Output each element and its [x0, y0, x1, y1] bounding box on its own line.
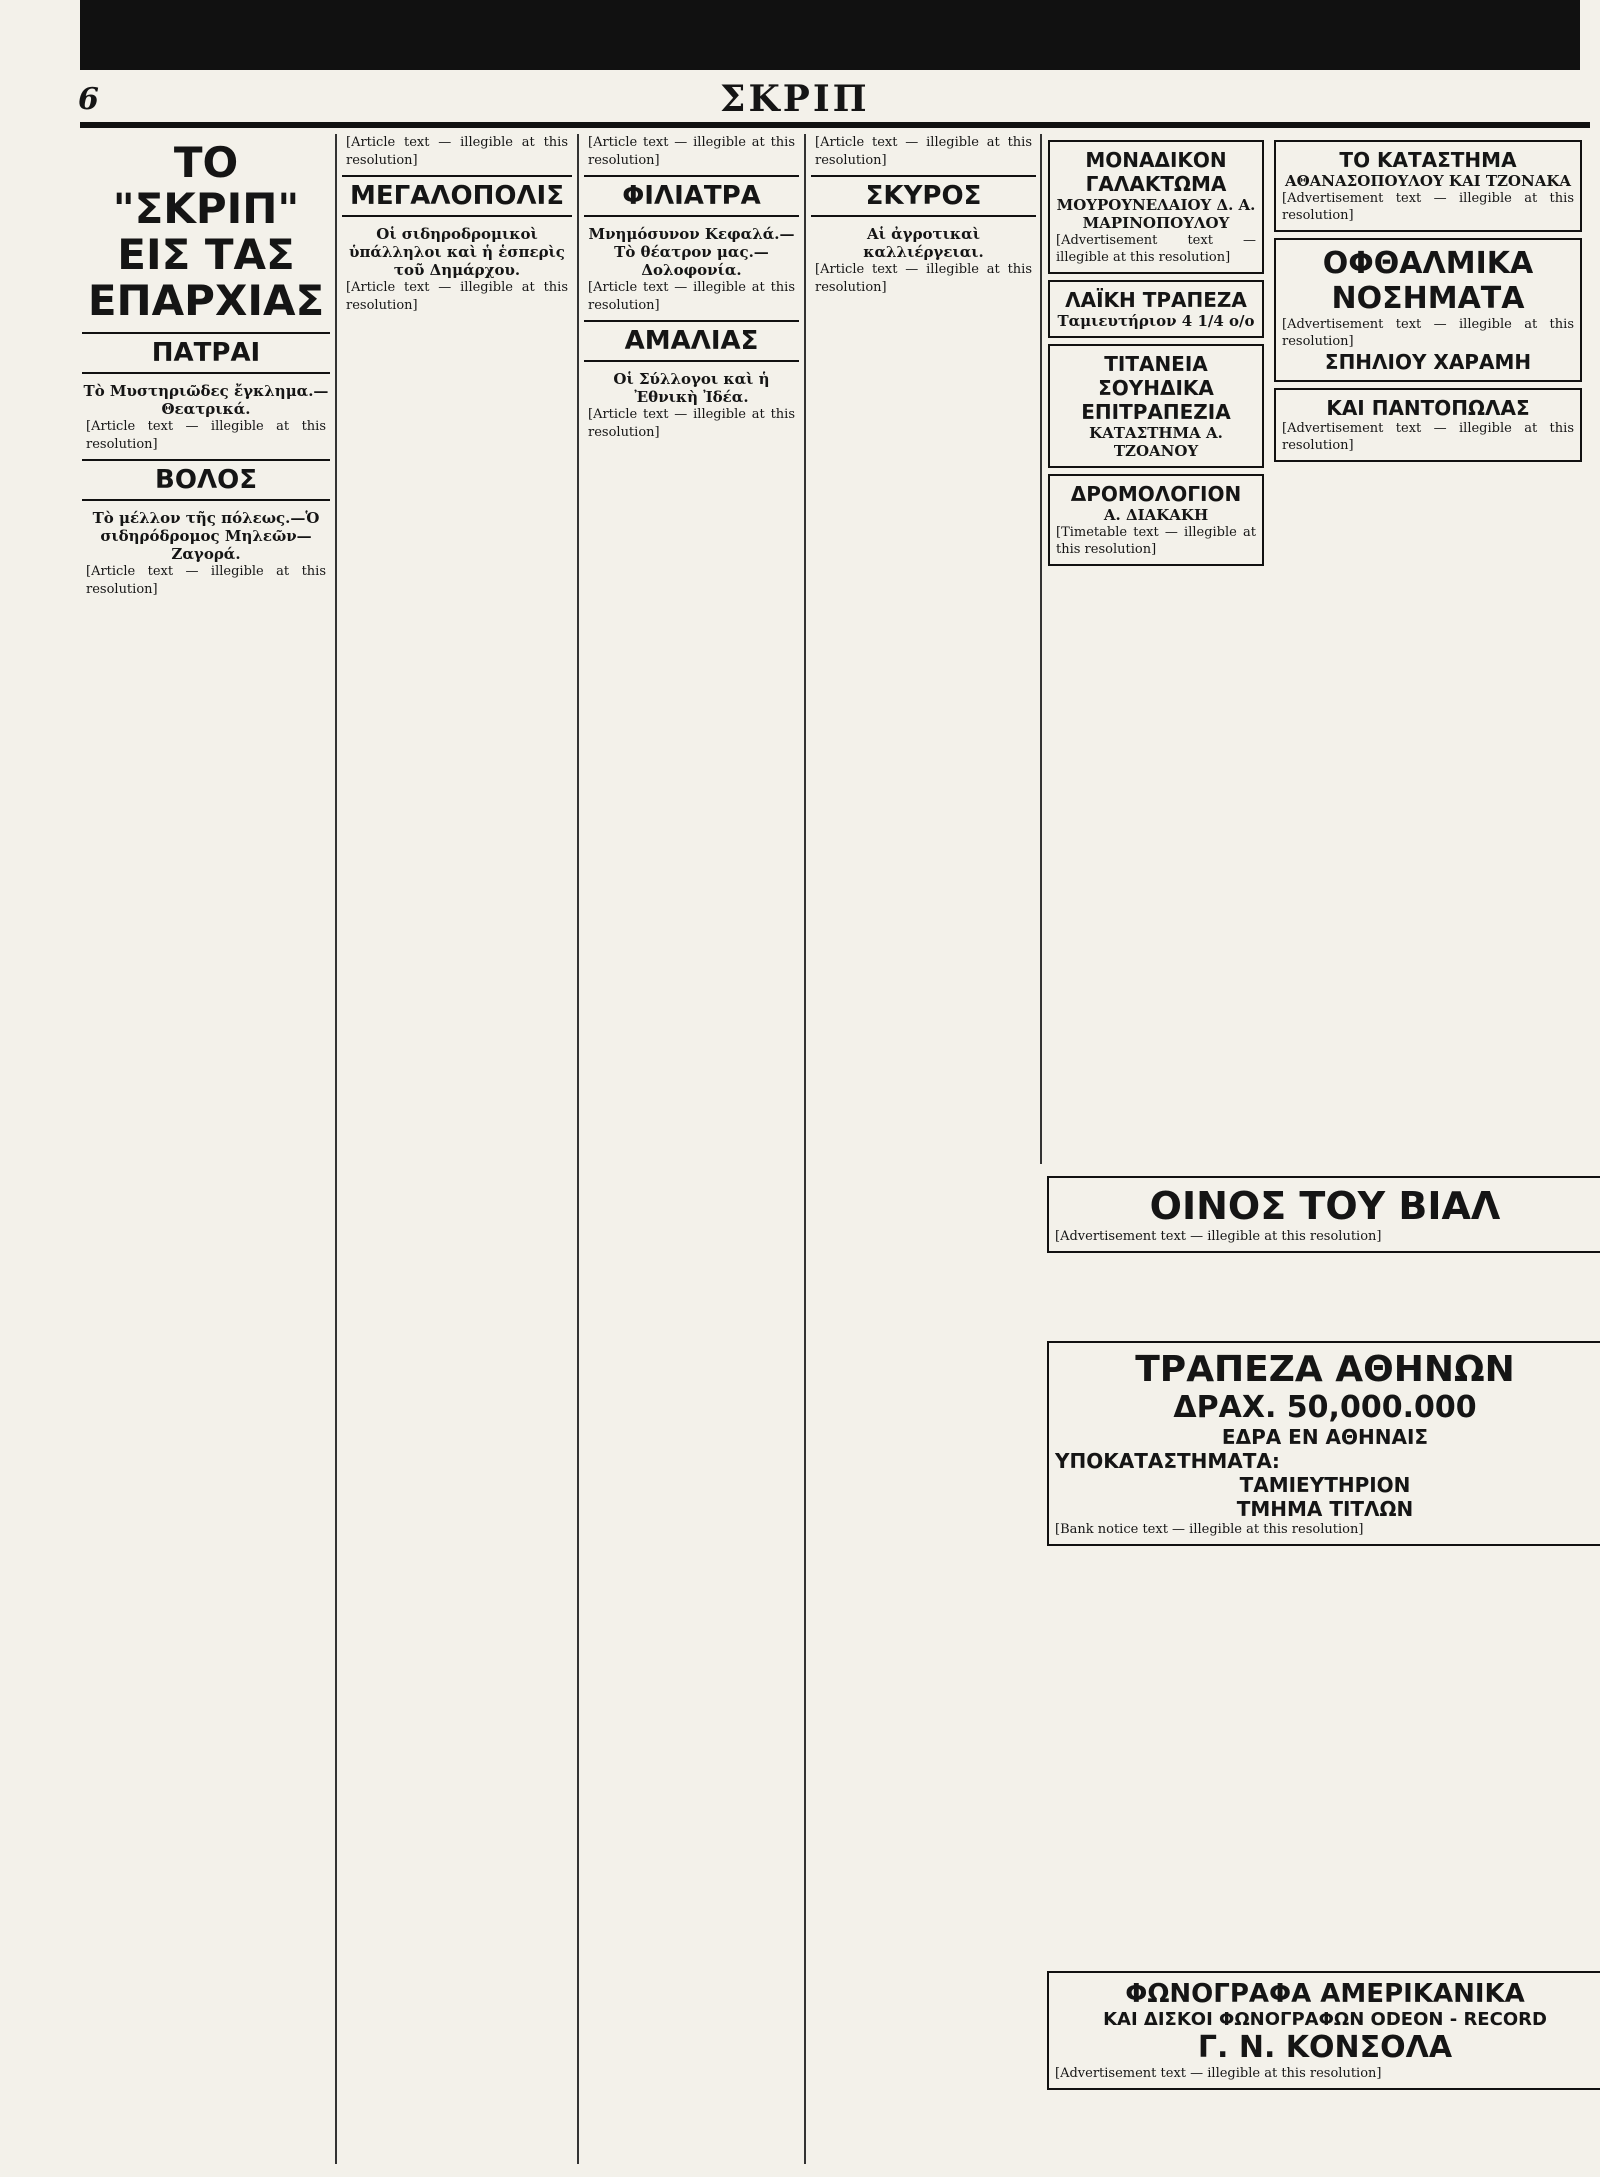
ad-text: Ταμιευτήριον 4 1/4 ο/ο [1057, 312, 1255, 330]
ad-name: Γ. Ν. ΚΟΝΣΟΛΑ [1197, 2030, 1453, 2065]
article-body: [Article text — illegible at this resolution] [815, 262, 1032, 295]
article-subheading: Τὸ μέλλον τῆς πόλεως.—Ὁ σιδηρόδρομος Μηλεῶν— Ζαγορά. [92, 509, 320, 563]
article-heading: ΑΜΑΛΙΑΣ [584, 320, 799, 362]
column-divider [335, 134, 337, 2164]
ad-bank [1047, 1341, 1600, 1546]
article-body: [Article text — illegible at this resolution] [588, 407, 795, 440]
ad-title: ΦΩΝΟΓΡΑΦΑ ΑΜΕΡΙΚΑΝΙΚΑ [1125, 1979, 1525, 2009]
ads-column-left [1046, 134, 1266, 1164]
ad-title: ΔΡΟΜΟΛΟΓΙΟΝ [1070, 482, 1242, 506]
page-number: 6 [78, 82, 99, 117]
ad-title: ΚΑΙ ΠΑΝΤΟΠΩΛΑΣ [1326, 396, 1530, 420]
column-divider [804, 134, 806, 2164]
column-3 [584, 134, 799, 2164]
top-black-bar [80, 0, 1580, 70]
article-subheading: Μνημόσυνον Κεφαλά.— Τὸ θέατρον μας.—Δολοφονία. [588, 225, 795, 279]
ad-ophthalmic [1274, 238, 1582, 382]
ad-doctor: ΣΠΗΛΙΟΥ ΧΑΡΑΜΗ [1324, 350, 1532, 374]
ad-milk [1048, 140, 1264, 274]
column-divider [1040, 134, 1042, 1164]
bank-branches: ΥΠΟΚΑΤΑΣΤΗΜΑΤΑ: [1055, 1449, 1280, 1473]
article-body: [Article text — illegible at this resolution] [588, 135, 795, 168]
ad-shipping [1048, 474, 1264, 566]
ad-text: [Advertisement text — illegible at this resolution] [1056, 233, 1256, 265]
ad-text: ΚΑΤΑΣΤΗΜΑ Α. ΤΖΟΑΝΟΥ [1089, 424, 1223, 460]
column-1 [82, 134, 330, 2164]
ad-subtitle: ΚΑΙ ΔΙΣΚΟΙ ΦΩΝΟΓΡΑΦΩΝ ODEON - RECORD [1103, 2009, 1547, 2030]
bank-seat: ΕΔΡΑ ΕΝ ΑΘΗΝΑΙΣ [1221, 1425, 1429, 1449]
ad-title: ΤΙΤΑΝΕΙΑ ΣΟΥΗΔΙΚΑ ΕΠΙΤΡΑΠΕΖΙΑ [1081, 352, 1231, 424]
ad-store [1274, 140, 1582, 232]
article-subheading: Αἱ ἀγροτικαὶ καλλιέργειαι. [863, 225, 984, 261]
bank-capital: ΔΡΑΧ. 50,000.000 [1173, 1390, 1477, 1425]
ad-title: ΤΡΑΠΕΖΑ ΑΘΗΝΩΝ [1135, 1349, 1515, 1390]
ad-text: [Advertisement text — illegible at this resolution] [1282, 317, 1574, 349]
ad-title: ΜΟΝΑΔΙΚΟΝ ΓΑΛΑΚΤΩΜΑ [1085, 148, 1227, 196]
ad-furniture [1048, 344, 1264, 468]
ad-text: [Advertisement text — illegible at this resolution] [1055, 2066, 1382, 2081]
article-body: [Article text — illegible at this resolution] [815, 135, 1032, 168]
article-body: [Article text — illegible at this resolution] [346, 280, 568, 313]
article-subheading: Τὸ Μυστηριῶδες ἔγκλημα.— Θεατρικά. [83, 382, 329, 418]
article-subheading: Οἱ Σύλλογοι καὶ ἡ Ἐθνικὴ Ἰδέα. [613, 370, 770, 406]
ad-title: ΛΑΪΚΗ ΤΡΑΠΕΖΑ [1065, 288, 1247, 312]
ad-text: [Advertisement text — illegible at this resolution] [1282, 421, 1574, 453]
column-2 [342, 134, 572, 2164]
ad-lottery [1048, 280, 1264, 338]
article-heading: ΣΚΥΡΟΣ [811, 175, 1036, 217]
ad-title: ΤΟ ΚΑΤΑΣΤΗΜΑ [1339, 148, 1517, 172]
article-heading: ΠΑΤΡΑΙ [82, 332, 330, 374]
ad-text: [Advertisement text — illegible at this resolution] [1055, 1229, 1382, 1244]
ad-name: ΑΘΑΝΑΣΟΠΟΥΛΟΥ ΚΑΙ ΤΖΟΝΑΚΑ [1284, 172, 1572, 190]
ad-name: ΜΟΥΡΟΥΝΕΛΑΙΟΥ Δ. Α. ΜΑΡΙΝΟΠΟΥΛΟΥ [1056, 196, 1256, 232]
article-body: [Article text — illegible at this resolution] [588, 280, 795, 313]
article-body: [Article text — illegible at this resolution] [86, 419, 326, 452]
article-body: [Article text — illegible at this resolution] [346, 135, 568, 168]
ad-wine [1047, 1176, 1600, 1253]
column-divider [577, 134, 579, 2164]
ads-column-right [1272, 134, 1584, 1164]
ad-title: ΟΦΘΑΛΜΙΚΑ ΝΟΣΗΜΑΤΑ [1322, 246, 1534, 316]
column-4 [811, 134, 1036, 1164]
article-heading: ΜΕΓΑΛΟΠΟΛΙΣ [342, 175, 572, 217]
ad-phonograph [1047, 1971, 1600, 2090]
article-heading: ΦΙΛΙΑΤΡΑ [584, 175, 799, 217]
bank-savings: ΤΑΜΙΕΥΤΗΡΙΟΝ [1239, 1473, 1411, 1497]
article-body: [Article text — illegible at this resolution] [86, 564, 326, 597]
ad-text: [Timetable text — illegible at this resolution] [1056, 525, 1256, 557]
header-rule [80, 122, 1590, 128]
article-heading: ΒΟΛΟΣ [82, 459, 330, 501]
ad-name: Α. ΔΙΑΚΑΚΗ [1103, 506, 1209, 524]
ad-colonial [1274, 388, 1582, 462]
ad-text: [Bank notice text — illegible at this resolution] [1055, 1522, 1364, 1537]
article-subheading: Οἱ σιδηροδρομικοὶ ὑπάλληλοι καὶ ἡ ἑσπερὶς τοῦ Δημάρχου. [349, 225, 565, 279]
ad-text: [Advertisement text — illegible at this resolution] [1282, 191, 1574, 223]
masthead-title: ΣΚΡΙΠ [720, 78, 870, 120]
ad-title: ΟΙΝΟΣ ΤΟΥ ΒΙΑΛ [1149, 1184, 1501, 1228]
bank-titles: ΤΜΗΜΑ ΤΙΤΛΩΝ [1236, 1497, 1414, 1521]
section-title: ΤΟ "ΣΚΡΙΠ" ΕΙΣ ΤΑΣ ΕΠΑΡΧΙΑΣ [87, 138, 325, 325]
